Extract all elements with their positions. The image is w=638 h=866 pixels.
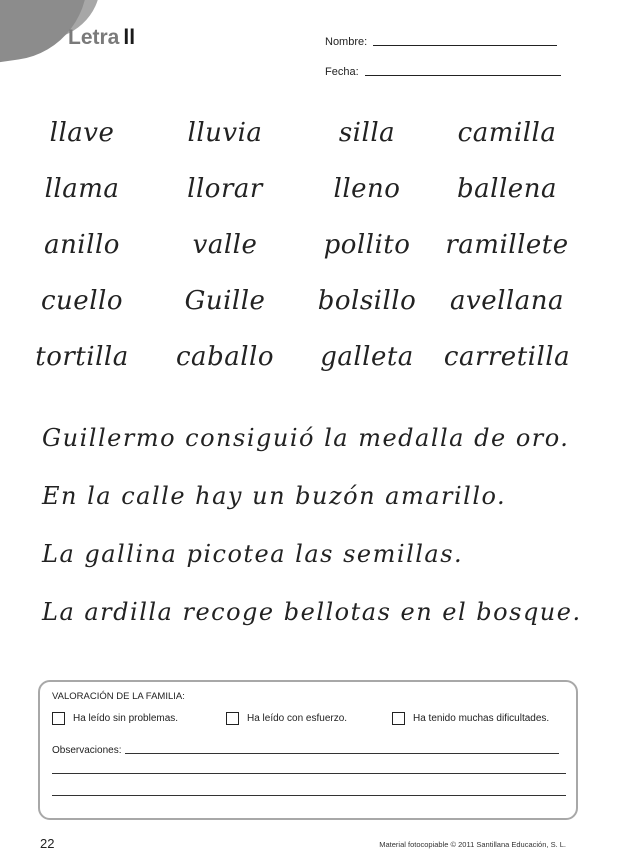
word: ballena (457, 174, 557, 204)
word: llama (44, 174, 120, 204)
word: camilla (457, 118, 557, 148)
family-evaluation-box (38, 680, 578, 820)
page-number: 22 (40, 836, 55, 851)
observations-field (52, 745, 559, 756)
word: silla (338, 118, 396, 148)
date-line[interactable] (365, 74, 561, 76)
word: bolsillo (317, 286, 417, 316)
word: lleno (333, 174, 401, 204)
checkbox[interactable] (392, 712, 405, 725)
evaluation-title: VALORACIÓN DE LA FAMILIA: (52, 691, 185, 702)
word: Guille (184, 286, 266, 316)
sentence: La gallina picotea las semillas. (42, 540, 464, 568)
date-label: Fecha: (325, 66, 359, 78)
observations-line[interactable] (125, 753, 559, 754)
word: galleta (320, 342, 414, 372)
option-no-problems[interactable] (52, 712, 178, 725)
word: cuello (41, 286, 123, 316)
name-label: Nombre: (325, 36, 368, 48)
option-label: Ha leído con esfuerzo. (247, 713, 348, 724)
word: llave (49, 118, 115, 148)
observations-line[interactable] (52, 773, 566, 774)
option-label: Ha tenido muchas dificultades. (413, 713, 550, 724)
word: tortilla (35, 342, 129, 372)
word: lluvia (187, 118, 263, 148)
word: caballo (176, 342, 274, 372)
word: carretilla (443, 342, 571, 372)
sentence: En la calle hay un buzón amarillo. (42, 482, 507, 510)
sentence: La ardilla recoge bellotas en el bosque. (42, 598, 582, 626)
option-many-difficulties[interactable] (392, 712, 549, 725)
copyright-notice: Material fotocopiable © 2011 Santillana Educación, S. L. (379, 840, 566, 849)
date-field (325, 66, 561, 78)
word: llorar (187, 174, 263, 204)
word: pollito (323, 230, 411, 260)
word: valle (192, 230, 258, 260)
observations-label: Observaciones: (52, 745, 122, 756)
name-line[interactable] (373, 44, 557, 46)
observations-line[interactable] (52, 795, 566, 796)
title-letters: ll (123, 26, 136, 49)
option-label: Ha leído sin problemas. (73, 713, 179, 724)
word: anillo (44, 230, 120, 260)
title-prefix: Letra (68, 26, 120, 49)
sentence: Guillermo consiguió la medalla de oro. (42, 424, 570, 452)
checkbox[interactable] (226, 712, 239, 725)
page-title (68, 26, 135, 50)
word: avellana (450, 286, 564, 316)
name-field (325, 36, 557, 48)
checkbox[interactable] (52, 712, 65, 725)
word: ramillete (445, 230, 569, 260)
option-with-effort[interactable] (226, 712, 347, 725)
